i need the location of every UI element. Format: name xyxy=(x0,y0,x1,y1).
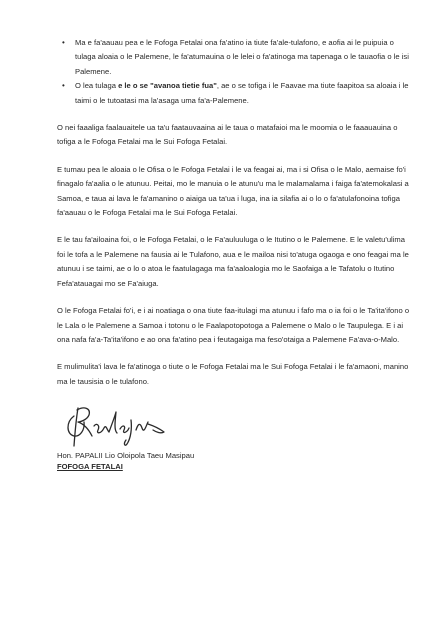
body-paragraph: E mulimulita'i lava le fa'atinoga o tiute o le Fofoga Fetalai ma le Sui Fofoga Fetalai i le fa'amaoni, manino ma le tausisia o le tulafono. xyxy=(57,362,409,386)
bullet-text-lead: O lea tulaga xyxy=(75,81,119,91)
bullet-item xyxy=(62,79,415,108)
signer-name: Hon. PAPALII Lio Oloipola Taeu Masipau xyxy=(57,451,195,461)
bullet-dot-icon: • xyxy=(62,81,65,91)
signer-title: FOFOGA FETALAI xyxy=(57,462,123,472)
body-paragraph: O nei faaaliga faalauaitele ua ta'u faatauvaaina ai le taua o matafaioi ma le moomia o le faaauauina o tofiga a le Fofoga Fetalai ma le Sui Fofoga Fetalai. xyxy=(57,123,398,147)
handwritten-signature xyxy=(60,402,415,450)
bullet-item xyxy=(62,36,415,79)
body-paragraph: O le Fofoga Fetalai fo'i, e i ai noatiaga o ona tiute faa-itulagi ma atunuu i fafo ma o ia foi o le Ta'ita'ifono o le Lala o le Palemene a Samoa i totonu o le Faalapotopotoga a Palemene o Malo o le Taupulega. E i ai ona nafa fa'a-Ta'ita'ifono e ao ona fa'atino pea i feutagaiga ma feso'otaiga a Palemene Fa'ava-o-Malo. xyxy=(57,306,410,344)
body-paragraph: E tumau pea le aloaia o le Ofisa o le Fofoga Fetalai i le va feagai ai, ma i si Ofisa o le Malo, aemaise fo'i finagalo fa'aalia o le atunuu. Peitai, mo le manuia o le atunu'u ma le malamalama i faiga fa'atemokalasi a Samoa, e taua ai lava le fa'amanino o aiaiga ua ta'ua i luga, ina ia silafia ai o lo o fa'atulafonoina tofiga fa'aauau o le Fofoga Fetalai ma le Sui Fofoga Fetalai. xyxy=(57,164,409,218)
bullet-text-tail: , ae o se tofiga i le Faavae ma tiute faapitoa sa aloaia i le taimi o le tutoatasi ma la'asaga uma fa'a-Palemene. xyxy=(75,81,409,105)
bullet-list xyxy=(57,36,415,108)
signature-icon xyxy=(60,402,170,450)
bullet-text: Ma e fa'aauau pea e le Fofoga Fetalai ona fa'atino ia tiute fa'ale-tulafono, e aofia ai le puipuia o tulaga aloaia o le Palemene, le fa'atumauina o le lelei o fa'atinoga ma tapenaga o le tauaofia o le isi Palemene. xyxy=(75,38,409,76)
bullet-text-emphasis: e le o se "avanoa tietie fua" xyxy=(118,81,217,91)
body-paragraph: E le tau fa'ailoaina foi, o le Fofoga Fetalai, o le Fa'auluuluga o le Itutino o le Palemene. E le valetu'ulima foi le tofa a le Palemene na fausia ai le Tulafono, aua e le mailoa nisi to'atuga ogaoga e ono feagai ma le atunuu i se taimi, ae o lo o atoa le faatulagaga ma fa'aaloalogia mo le Saofaiga a le Tafatolu o Itutino Fefa'atauagai mo se Fa'aiuga. xyxy=(57,235,409,288)
bullet-dot-icon: • xyxy=(62,38,65,47)
